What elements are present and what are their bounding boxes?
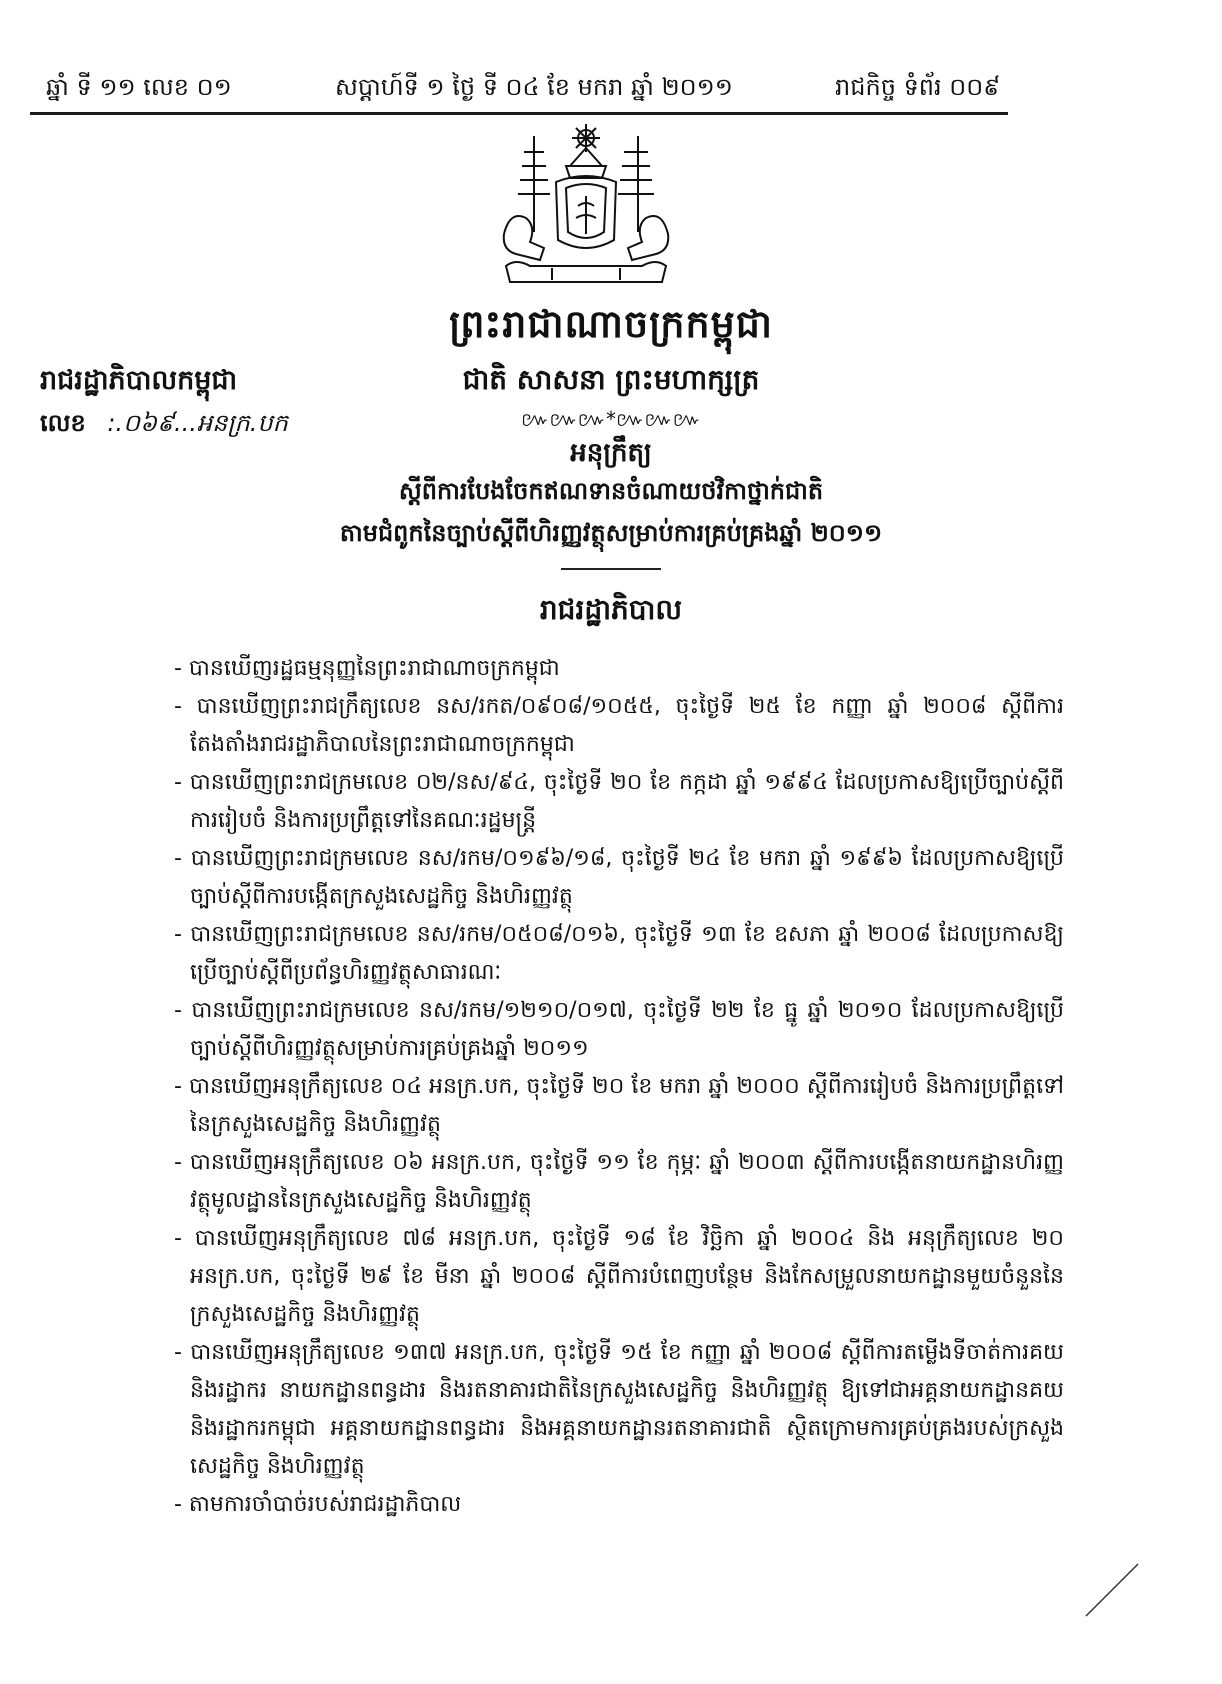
- header-rule: [30, 112, 1008, 115]
- provision-item: - តាមការចាំបាច់របស់រាជរដ្ឋាភិបាល: [174, 1492, 462, 1517]
- kingdom-title: ព្រះរាជាណាចក្រកម្ពុជា: [449, 302, 773, 346]
- gazette-header: [0, 72, 1222, 112]
- document-type: អនុក្រឹត្យ: [570, 438, 652, 468]
- document-title-line-1: ស្តីពីការបែងចែកឥណទានចំណាយថវិកាថ្នាក់ជាតិ: [398, 477, 824, 505]
- document-title-line-2: តាមជំពូកនៃច្បាប់ស្តីពីហិរញ្ញវត្ថុសម្រាប់ការគ្រប់គ្រងឆ្នាំ ២០១១: [339, 519, 883, 547]
- provision-item: - បានឃើញព្រះរាជក្រមលេខ នស/រកម/០៥០៨/០១៦, ចុះថ្ងៃទី ១៣ ខែ ឧសភា ឆ្នាំ ២០០៨ ដែលប្រកាសឱ្យប្រើច្បាប់ស្តីពីប្រព័ន្ធហិរញ្ញវត្ថុសាធារណៈ: [174, 922, 1064, 985]
- provision-item: - បានឃើញព្រះរាជក្រមលេខ ០២/នស/៩៤, ចុះថ្ងៃទី ២០ ខែ កក្កដា ឆ្នាំ ១៩៩៤ ដែលប្រកាសឱ្យប្រើច្បាប់ស្តីពីការរៀបចំ និងការប្រព្រឹត្តទៅនៃគណៈរដ្ឋមន្ត្រី: [174, 770, 1064, 833]
- ornament-divider: ៚៚៚*៚៚៚: [521, 407, 701, 431]
- provision-item: - បានឃើញព្រះរាជក្រឹត្យលេខ នស/រកត/០៩០៨/១០៥៥, ចុះថ្ងៃទី ២៥ ខែ កញ្ញា ឆ្នាំ ២០០៨ ស្តីពីការតែងតាំងរាជរដ្ឋាភិបាលនៃព្រះរាជាណាចក្រកម្ពុជា: [174, 694, 1064, 757]
- provision-item: - បានឃើញអនុក្រឹត្យលេខ ១៣៧ អនក្រ.បក, ចុះថ្ងៃទី ១៥ ខែ កញ្ញា ឆ្នាំ ២០០៨ ស្តីពីការតម្លើងទីចាត់ការគយ និងរដ្ឋាករ នាយកដ្ឋានពន្ធដារ និងរតនាគារជាតិនៃក្រសួងសេដ្ឋកិច្ច និងហិរញ្ញវត្ថុ ឱ្យទៅជាអគ្គនាយកដ្ឋានគយ និងរដ្ឋាករកម្ពុជា អគ្គនាយកដ្ឋានពន្ធដារ និងអគ្គនាយកដ្ឋានរតនាគារជាតិ ស្ថិតក្រោមការគ្រប់គ្រងរបស់ក្រសួងសេដ្ឋកិច្ច និងហិរញ្ញវត្ថុ: [174, 1340, 1064, 1479]
- provision-item: - បានឃើញព្រះរាជក្រមលេខ នស/រកម/១២១០/០១៧, ចុះថ្ងៃទី ២២ ខែ ធ្នូ ឆ្នាំ ២០១០ ដែលប្រកាសឱ្យប្រើច្បាប់ស្តីពីហិរញ្ញវត្ថុសម្រាប់ការគ្រប់គ្រងឆ្នាំ ២០១១: [174, 998, 1064, 1061]
- gazette-week-date: សប្តាហ៍ទី ១ ថ្ងៃ ទី ០៤ ខែ មករា ឆ្នាំ ២០១១: [335, 73, 733, 101]
- gazette-year-issue: ឆ្នាំ ទី ១១ លេខ ០១: [46, 73, 232, 101]
- provision-item: - បានឃើញព្រះរាជក្រមលេខ នស/រកម/០១៩៦/១៨, ចុះថ្ងៃទី ២៤ ខែ មករា ឆ្នាំ ១៩៩៦ ដែលប្រកាសឱ្យប្រើច្បាប់ស្តីពីការបង្កើតក្រសួងសេដ្ឋកិច្ច និងហិរញ្ញវត្ថុ: [174, 846, 1064, 909]
- pen-mark-icon: [1082, 1560, 1142, 1620]
- issuer-heading: រាជរដ្ឋាភិបាល: [539, 593, 683, 626]
- reference-number: :.០៦៩...អនក្រ.បក: [107, 409, 288, 437]
- gazette-page-number: រាជកិច្ច ទំព័រ ០០៩: [835, 73, 1001, 101]
- royal-coat-of-arms-icon: [486, 122, 686, 290]
- preamble-provisions: [174, 650, 1064, 1524]
- provision-item: - បានឃើញរដ្ឋធម្មនុញ្ញនៃព្រះរាជាណាចក្រកម្ពុជា: [174, 656, 560, 681]
- provision-item: - បានឃើញអនុក្រឹត្យលេខ ០៤ អនក្រ.បក, ចុះថ្ងៃទី ២០ ខែ មករា ឆ្នាំ ២០០០ ស្តីពីការរៀបចំ និងការប្រព្រឹត្តទៅនៃក្រសួងសេដ្ឋកិច្ច និងហិរញ្ញវត្ថុ: [174, 1074, 1064, 1137]
- government-label: រាជរដ្ឋាភិបាលកម្ពុជា: [40, 365, 238, 396]
- provision-item: - បានឃើញអនុក្រឹត្យលេខ ៧៨ អនក្រ.បក, ចុះថ្ងៃទី ១៨ ខែ វិច្ឆិកា ឆ្នាំ ២០០៤ និង អនុក្រឹត្យលេខ ២០ អនក្រ.បក, ចុះថ្ងៃទី ២៩ ខែ មីនា ឆ្នាំ ២០០៨ ស្តីពីការបំពេញបន្ថែម និងកែសម្រួលនាយកដ្ឋានមួយចំនួននៃក្រសួងសេដ្ឋកិច្ច និងហិរញ្ញវត្ថុ: [174, 1226, 1064, 1327]
- provision-item: - បានឃើញអនុក្រឹត្យលេខ ០៦ អនក្រ.បក, ចុះថ្ងៃទី ១១ ខែ កុម្ភៈ ឆ្នាំ ២០០៣ ស្តីពីការបង្កើតនាយកដ្ឋានហិរញ្ញវត្ថុមូលដ្ឋាននៃក្រសួងសេដ្ឋកិច្ច និងហិរញ្ញវត្ថុ: [174, 1150, 1064, 1213]
- title-divider: [561, 568, 661, 570]
- national-motto: ជាតិ សាសនា ព្រះមហាក្សត្រ: [462, 363, 760, 396]
- reference-label: លេខ: [40, 409, 86, 437]
